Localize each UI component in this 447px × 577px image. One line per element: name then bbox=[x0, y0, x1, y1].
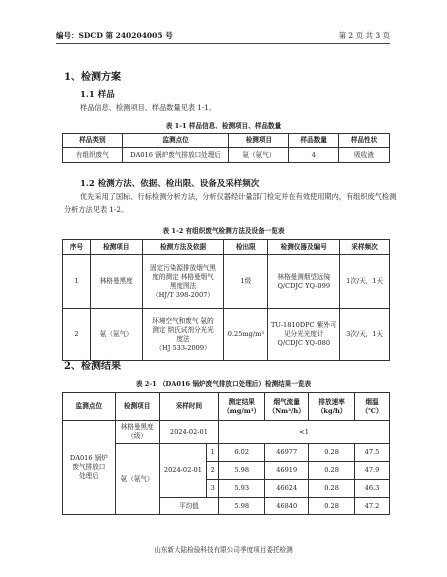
t21-avg-flow: 46840 bbox=[265, 498, 309, 515]
table-1-2 bbox=[62, 239, 390, 361]
t21-row-index: 1 bbox=[207, 444, 219, 462]
instrument-line: Q/CDJC YQ-080 bbox=[277, 339, 331, 347]
point-line: DA016 锅炉 bbox=[69, 454, 108, 462]
subsection-title-methods: 1.2 检测方法、依据、检出限、设备及采样频次 bbox=[80, 179, 260, 189]
point-line: 废气排放口 bbox=[72, 463, 106, 471]
t21-flow: 46624 bbox=[265, 480, 309, 498]
page-number: 第 2 页 共 3 页 bbox=[338, 31, 390, 40]
header-line: 排放速率 bbox=[318, 397, 345, 406]
t11-cell: 氨（氨气） bbox=[229, 148, 289, 163]
method-line: 环境空气和废气 氨的 bbox=[152, 316, 214, 325]
t12-header-instrument: 检测仪器及编号 bbox=[268, 240, 340, 255]
methods-text-line2: 分析方法见表 1-2。 bbox=[64, 205, 129, 214]
t21-avg-conc: 5.98 bbox=[219, 498, 265, 515]
method-line: 度的测定 林格曼烟气 bbox=[152, 272, 214, 281]
page-header bbox=[56, 28, 390, 42]
t12-header-frequency: 采样频次 bbox=[340, 240, 390, 255]
t21-header-flow bbox=[265, 393, 309, 421]
header-line: 测定结果 bbox=[228, 397, 255, 406]
section-title-plan: 1、检测方案 bbox=[64, 72, 121, 83]
header-line: （mg/m³） bbox=[223, 406, 261, 415]
t21-ammonia-date: 2024-02-01 bbox=[159, 444, 207, 498]
t11-cell: 有组织废气 bbox=[63, 148, 123, 163]
t11-header-point: 监测点位 bbox=[122, 134, 229, 148]
t21-temp: 47.5 bbox=[355, 444, 390, 462]
t21-ringelmann-date: 2024-02-01 bbox=[159, 421, 219, 444]
method-line: 固定污染源排放烟气黑 bbox=[150, 263, 216, 272]
t12-header-method: 检测方法及依据 bbox=[142, 240, 224, 255]
t21-avg-label: 平均值 bbox=[159, 498, 219, 515]
t12-row2-no: 2 bbox=[63, 309, 91, 361]
t12-row1-limit: 1级 bbox=[224, 255, 268, 309]
t11-header-category: 样品类别 bbox=[63, 134, 123, 148]
t12-row2-item: 氨（氨气） bbox=[90, 309, 142, 361]
method-line: （HJ/T 398-2007） bbox=[152, 290, 214, 299]
page-footer: 山东新大陆检验科技有限公司季度项目委托检测 bbox=[154, 546, 293, 554]
t11-header-count: 样品数量 bbox=[289, 134, 339, 148]
t12-row1-instrument bbox=[268, 255, 340, 309]
t12-row2-instrument bbox=[268, 309, 340, 361]
method-line: （HJ 533-2009） bbox=[155, 343, 211, 352]
header-line: 烟温 bbox=[365, 397, 379, 406]
header-line: （kg/h） bbox=[316, 406, 347, 415]
t21-header-rate bbox=[309, 393, 355, 421]
subsection-title-samples: 1.1 样品 bbox=[80, 90, 115, 100]
t12-header-item: 检测项目 bbox=[90, 240, 142, 255]
t21-flow: 46919 bbox=[265, 462, 309, 480]
t21-temp: 47.9 bbox=[355, 462, 390, 480]
instrument-line: 见分光光度计 bbox=[283, 330, 324, 338]
t11-header-state: 样品性状 bbox=[339, 134, 390, 148]
header-line: （℃） bbox=[361, 406, 383, 415]
header-line: 烟气流量 bbox=[273, 397, 300, 406]
t21-avg-rate: 0.28 bbox=[309, 498, 355, 515]
t12-row2-limit: 0.25mg/m³ bbox=[224, 309, 268, 361]
t21-header-point: 监测点位 bbox=[63, 393, 116, 421]
t12-row2-frequency: 3次/天，1天 bbox=[340, 309, 390, 361]
item-line: （级） bbox=[127, 432, 148, 440]
t11-cell: 吸收液 bbox=[339, 148, 390, 163]
t21-conc: 5.93 bbox=[219, 480, 265, 498]
t11-cell: 4 bbox=[289, 148, 339, 163]
t21-rate: 0.28 bbox=[309, 480, 355, 498]
t21-row-index: 3 bbox=[207, 480, 219, 498]
t12-row1-method bbox=[142, 255, 224, 309]
header-line: （Nm³/h） bbox=[268, 406, 305, 415]
t21-header-time: 采样时间 bbox=[159, 393, 219, 421]
instrument-line: TU-1810DPC 紫外可 bbox=[270, 321, 337, 329]
t21-avg-temp: 47.2 bbox=[355, 498, 390, 515]
instrument-line: Q/CDJC YQ-099 bbox=[277, 281, 331, 290]
t12-row2-method bbox=[142, 309, 224, 361]
t21-header-conc bbox=[219, 393, 265, 421]
t21-rate: 0.28 bbox=[309, 462, 355, 480]
t21-header-temp bbox=[355, 393, 390, 421]
t21-point bbox=[63, 421, 116, 515]
t21-row-index: 2 bbox=[207, 462, 219, 480]
t12-row1-no: 1 bbox=[63, 255, 91, 309]
methods-text-line1: 优先采用了国标、行标检测分析方法，分析仪器经计量部门检定并在有效使用期内，有组织废气检测 bbox=[80, 192, 397, 201]
t11-header-item: 检测项目 bbox=[229, 134, 289, 148]
t12-header-limit: 检出限 bbox=[224, 240, 268, 255]
report-number: 编号：SDCD 第 240204005 号 bbox=[56, 31, 173, 40]
t21-temp: 46.3 bbox=[355, 480, 390, 498]
method-line: 黑度图法 bbox=[169, 281, 197, 290]
point-line: 处理后 bbox=[78, 472, 99, 480]
table-2-1-caption: 表 2-1 （DA016 锅炉废气排放口处理后）检测结果一览表 bbox=[135, 380, 312, 388]
table-1-1 bbox=[62, 133, 390, 163]
table-1-1-caption: 表 1-1 样品信息、检测项目、样品数量 bbox=[165, 122, 282, 130]
t21-header-item: 检测项目 bbox=[115, 393, 159, 421]
t21-rate: 0.28 bbox=[309, 444, 355, 462]
method-line: 度法 bbox=[176, 334, 190, 343]
t12-row1-frequency: 1次/天，1天 bbox=[340, 255, 390, 309]
t21-flow: 46977 bbox=[265, 444, 309, 462]
samples-text: 样品信息、检测项目、样品数量见表 1-1。 bbox=[80, 103, 217, 112]
t21-ammonia-item: 氨（氨气） bbox=[115, 444, 159, 515]
t12-header-no: 序号 bbox=[63, 240, 91, 255]
table-1-2-caption: 表 1-2 有组织废气检测方法及设备一览表 bbox=[162, 227, 285, 235]
method-line: 测定 纳氏试剂分光光 bbox=[152, 325, 214, 334]
t21-conc: 5.98 bbox=[219, 462, 265, 480]
section-title-results: 2、检测结果 bbox=[64, 361, 121, 372]
table-2-1 bbox=[62, 392, 390, 515]
instrument-line: 林格曼测烟望远镜 bbox=[277, 272, 331, 281]
item-line: 林格曼黑度 bbox=[120, 423, 154, 431]
t21-ringelmann-value: <1 bbox=[219, 421, 390, 444]
t21-conc: 6.02 bbox=[219, 444, 265, 462]
t12-row1-item: 林格曼黑度 bbox=[90, 255, 142, 309]
t11-cell: DA016 锅炉废气排放口处理后 bbox=[122, 148, 229, 163]
t21-ringelmann-item bbox=[115, 421, 159, 444]
header-rule bbox=[56, 43, 390, 44]
